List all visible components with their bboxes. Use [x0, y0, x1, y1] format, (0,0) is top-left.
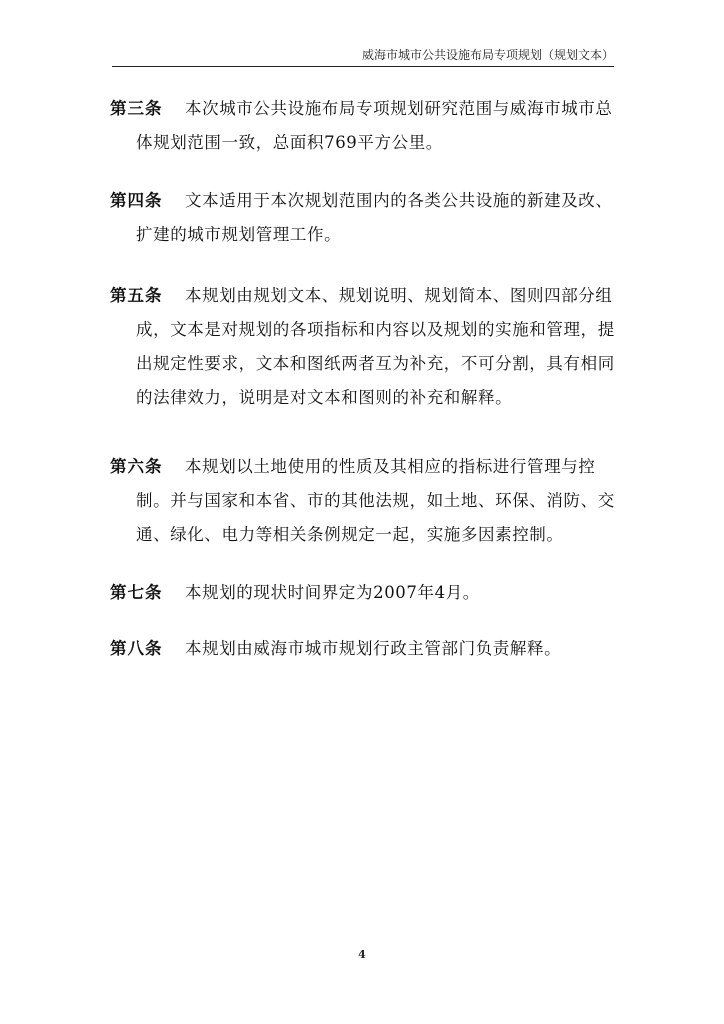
article-label: 第五条 — [110, 286, 163, 305]
article-label: 第七条 — [110, 583, 163, 602]
article-3 — [110, 92, 616, 160]
article-text: 本规划由规划文本、规划说明、规划简本、图则四部分组 — [185, 286, 613, 305]
article-4 — [110, 184, 616, 252]
article-8 — [110, 632, 616, 666]
article-text: 制。并与国家和本省、市的其他法规，如土地、环保、消防、交 — [136, 491, 615, 510]
article-line — [110, 576, 616, 610]
article-7 — [110, 576, 616, 610]
page-number: 4 — [358, 948, 366, 961]
article-text: 体规划范围一致，总面积769平方公里。 — [136, 133, 443, 152]
article-label: 第三条 — [110, 99, 163, 118]
article-text: 出规定性要求，文本和图纸两者互为补充，不可分割，具有相同 — [136, 354, 615, 373]
article-line — [110, 279, 616, 313]
article-text: 文本适用于本次规划范围内的各类公共设施的新建及改、 — [185, 191, 613, 210]
article-label: 第六条 — [110, 457, 163, 476]
article-text: 本规划以土地使用的性质及其相应的指标进行管理与控 — [185, 457, 596, 476]
article-text: 本规划由威海市城市规划行政主管部门负责解释。 — [185, 639, 562, 658]
header-title: 威海市城市公共设施布局专项规划（规划文本） — [361, 48, 614, 62]
article-line — [110, 450, 616, 484]
article-text: 成，文本是对规划的各项指标和内容以及规划的实施和管理，提 — [136, 320, 615, 339]
article-line — [110, 92, 616, 126]
article-text: 本次城市公共设施布局专项规划研究范围与威海市城市总 — [185, 99, 613, 118]
article-5 — [110, 279, 616, 415]
article-label: 第八条 — [110, 639, 163, 658]
article-text: 本规划的现状时间界定为2007年4月。 — [185, 583, 480, 602]
article-line — [110, 632, 616, 666]
article-text: 扩建的城市规划管理工作。 — [136, 225, 342, 244]
article-6 — [110, 450, 616, 552]
page-header — [112, 44, 614, 67]
article-line — [110, 184, 616, 218]
article-label: 第四条 — [110, 191, 163, 210]
article-text: 的法律效力，说明是对文本和图则的补充和解释。 — [136, 388, 513, 407]
article-text: 通、绿化、电力等相关条例规定一起，实施多因素控制。 — [136, 525, 564, 544]
